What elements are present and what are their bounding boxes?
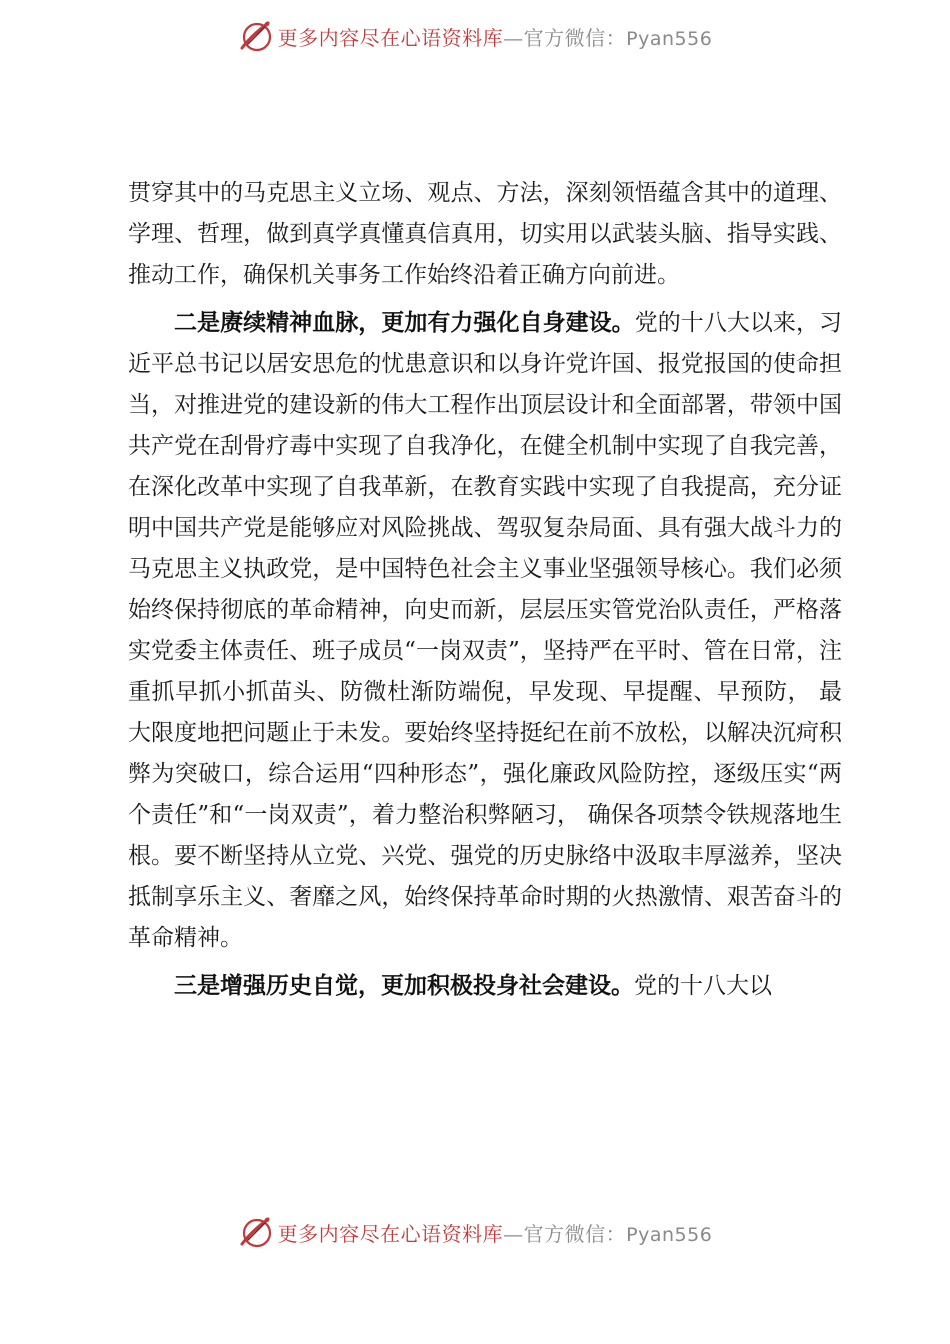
watermark-text	[278, 1218, 713, 1247]
section-heading: 三是增强历史自觉，更加积极投身社会建设。	[174, 973, 634, 999]
watermark-wechat-id: Pyan556	[626, 27, 713, 50]
paragraph-body: 党的十八大以来，习近平总书记以居安思危的忧患意识和以身许党许国、报党报国的使命担当，对推进党的建设新的伟大工程作出顶层设计和全面部署，带领中国共产党在刮骨疗毒中实现了自我净化，在健全机制中实现了自我完善，在深化改革中实现了自我革新，在教育实践中实现了自我提高，充分证明中国共产党是能够应对风险挑战、驾驭复杂局面、具有强大战斗力的马克思主义执政党，是中国特色社会主义事业坚强领导核心。我们必须始终保持彻底的革命精神，向史而新，层层压实管党治队责任，严格落实党委主体责任、班子成员“一岗双责”，坚持严在平时、管在日常，注重抓早抓小抓苗头、防微杜渐防端倪，早发现、早提醒、早预防， 最大限度地把问题止于未发。要始终坚持挺纪在前不放松，以解决沉疴积弊为突破口，综合运用“四种形态”，强化廉政风险防控，逐级压实“两个责任”和“一岗双责”，着力整治积弊陋习， 确保各项禁令铁规落地生根。要不断坚持从立党、兴党、强党的历史脉络中汲取丰厚滋养，坚决抵制享乐主义、奢靡之风，始终保持革命时期的火热激情、艰苦奋斗的革命精神。	[128, 310, 843, 951]
paragraph-section-three	[128, 966, 842, 1007]
paragraph-body: 党的十八大以	[634, 973, 772, 999]
paragraph-continuation	[128, 173, 842, 296]
brand-logo-icon	[238, 18, 274, 54]
header-watermark-banner	[0, 14, 950, 58]
paragraph-body: 贯穿其中的马克思主义立场、观点、方法，深刻领悟蕴含其中的道理、学理、哲理，做到真学真懂真信真用，切实用以武装头脑、指导实践、推动工作，确保机关事务工作始终沿着正确方向前进。	[128, 180, 842, 288]
watermark-main-text: 更多内容尽在心语资料库	[277, 25, 504, 50]
watermark-label: 官方微信：	[523, 1221, 627, 1246]
paragraph-section-two	[128, 303, 842, 959]
watermark-label: 官方微信：	[523, 25, 627, 50]
footer-watermark-banner	[0, 1210, 950, 1254]
watermark-main-text: 更多内容尽在心语资料库	[277, 1221, 504, 1246]
watermark-separator: —	[503, 25, 524, 50]
watermark-separator: —	[503, 1221, 524, 1246]
brand-logo-icon	[238, 1214, 274, 1250]
document-body	[128, 173, 842, 1007]
section-heading: 二是赓续精神血脉，更加有力强化自身建设。	[174, 310, 635, 336]
watermark-wechat-id: Pyan556	[626, 1223, 713, 1246]
watermark-text	[278, 22, 713, 51]
